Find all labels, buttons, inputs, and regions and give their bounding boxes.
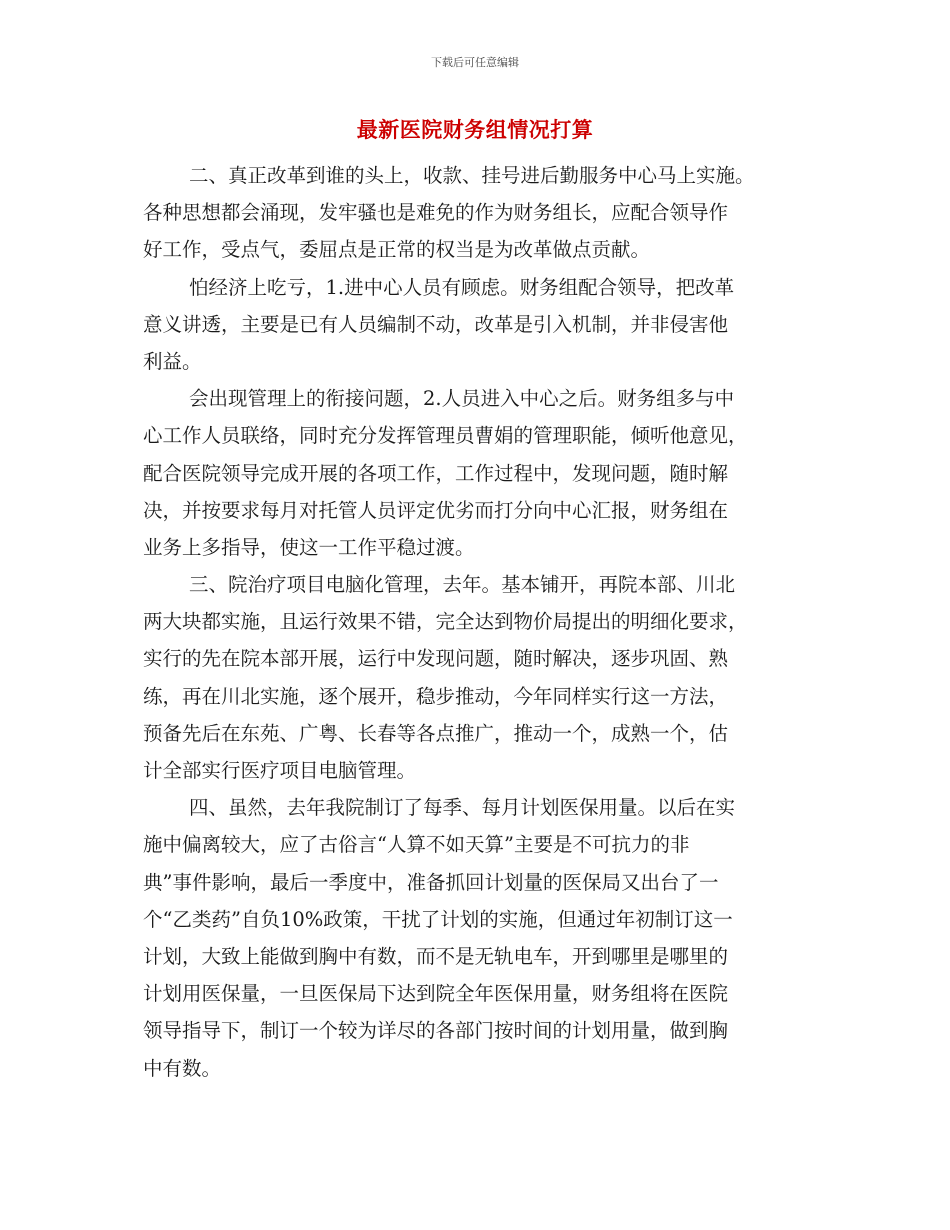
paragraph-line: 利益。: [143, 349, 202, 373]
paragraph-line: 施中偏离较大，应了古俗言“人算不如天算”主要是不可抗力的非: [143, 833, 690, 857]
paragraph-line: 领导指导下，制订一个较为详尽的各部门按时间的计划用量，做到胸: [143, 1019, 729, 1043]
paragraph-line: 心工作人员联络，同时充分发挥管理员曹娟的管理职能，倾听他意见，: [143, 424, 748, 448]
paragraph-line: 意义讲透，主要是已有人员编制不动，改革是引入机制，并非侵害他: [143, 312, 729, 336]
paragraph-line: 两大块都实施，且运行效果不错，完全达到物价局提出的明细化要求，: [143, 610, 748, 634]
paragraph-line: 业务上多指导，使这一工作平稳过渡。: [143, 535, 475, 559]
document-title: 最新医院财务组情况打算: [356, 118, 594, 142]
paragraph-line: 怕经济上吃亏，1.进中心人员有顾虑。财务组配合领导，把改革: [189, 275, 735, 299]
paragraph-3: [143, 380, 811, 566]
paragraph-line: 计划，大致上能做到胸中有数，而不是无轨电车，开到哪里是哪里的: [143, 944, 729, 968]
paragraph-2: [143, 269, 811, 381]
paragraph-line: 二、真正改革到谁的头上，收款、挂号进后勤服务中心马上实施。: [189, 164, 755, 187]
header-note: 下载后可任意编辑: [431, 56, 519, 69]
paragraph-line: 练，再在川北实施，逐个展开，稳步推动，今年同样实行这一方法，: [143, 684, 729, 708]
paragraph-line: 个“乙类药”自负10%政策，干扰了计划的实施，但通过年初制订这一: [143, 907, 733, 931]
paragraph-line: 中有数。: [143, 1056, 222, 1080]
paragraph-line: 决，并按要求每月对托管人员评定优劣而打分向中心汇报，财务组在: [143, 498, 729, 522]
paragraph-line: 预备先后在东苑、广粤、长春等各点推广，推动一个，成熟一个，估: [143, 721, 729, 745]
paragraph-line: 四、虽然，去年我院制订了每季、每月计划医保用量。以后在实: [189, 796, 736, 820]
paragraph-line: 典”事件影响，最后一季度中，准备抓回计划量的医保局又出台了一: [143, 870, 719, 894]
paragraph-line: 好工作，受点气，委屈点是正常的权当是为改革做点贡献。: [143, 238, 651, 262]
paragraph-line: 三、院治疗项目电脑化管理，去年。基本铺开，再院本部、川北: [189, 573, 736, 597]
paragraph-line: 计全部实行医疗项目电脑管理。: [143, 759, 417, 782]
paragraph-line: 会出现管理上的衔接问题，2.人员进入中心之后。财务组多与中: [189, 387, 735, 411]
paragraph-line: 各种思想都会涌现，发牢骚也是难免的作为财务组长，应配合领导作: [143, 201, 729, 225]
paragraph-line: 计划用医保量，一旦医保局下达到院全年医保用量，财务组将在医院: [143, 982, 729, 1006]
document-body: [143, 157, 811, 1087]
paragraph-1: [143, 157, 811, 269]
paragraph-line: 实行的先在院本部开展，运行中发现问题，随时解决，逐步巩固、熟: [143, 647, 729, 671]
paragraph-4: [143, 566, 811, 789]
paragraph-5: [143, 789, 811, 1087]
paragraph-line: 配合医院领导完成开展的各项工作，工作过程中，发现问题，随时解: [143, 461, 729, 485]
